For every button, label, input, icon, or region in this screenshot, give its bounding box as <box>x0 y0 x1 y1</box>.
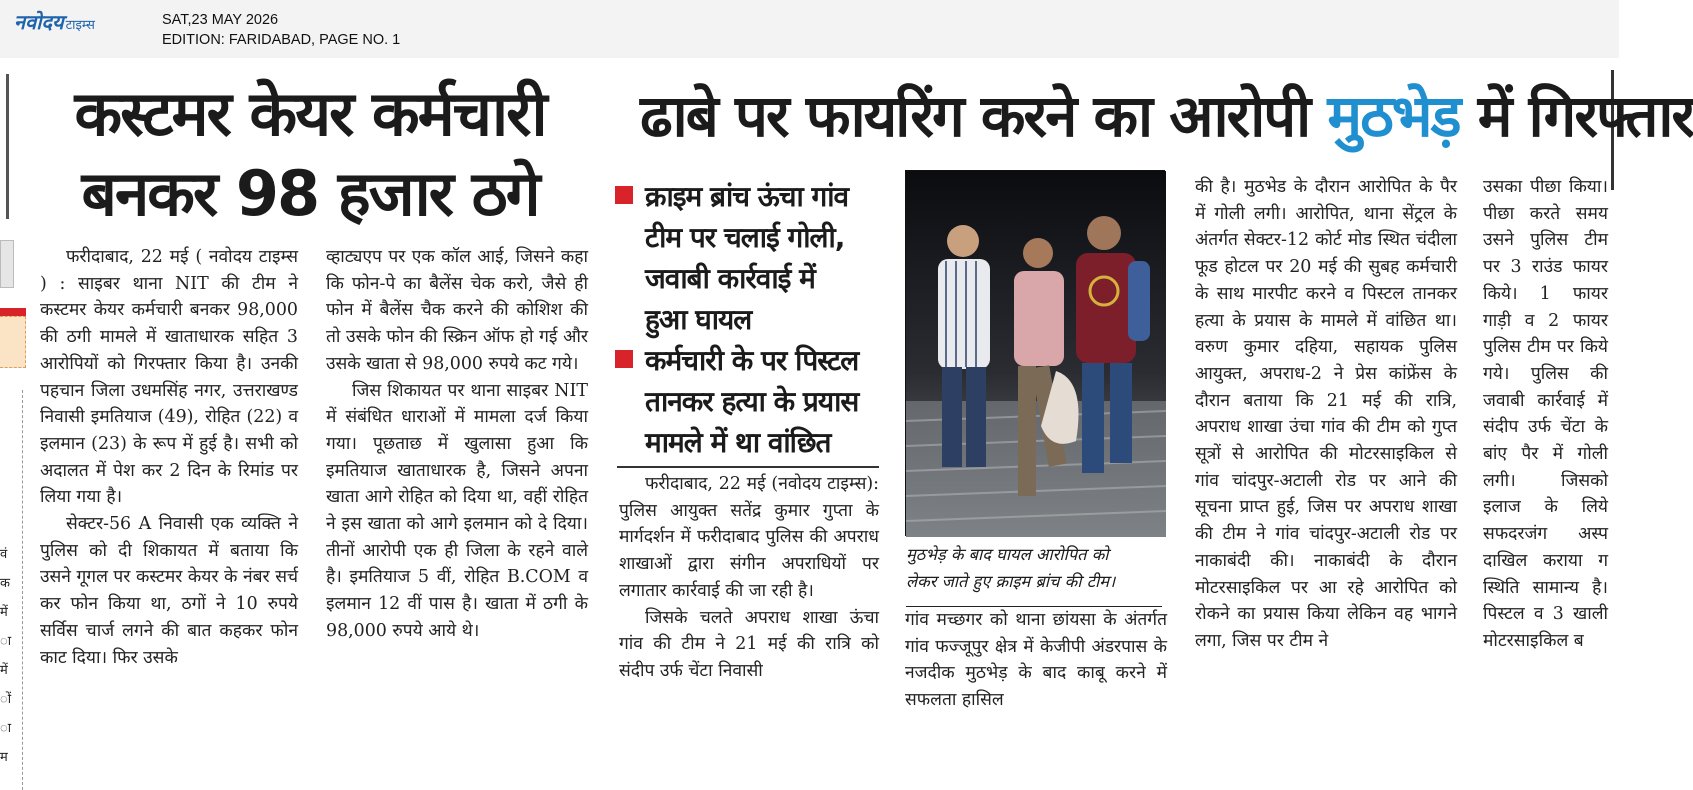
edge-char: म <box>0 750 8 765</box>
edge-char: ों <box>0 692 12 707</box>
page-header-bar <box>0 0 1619 58</box>
edge-peach-box <box>0 316 26 368</box>
red-bullet-icon <box>615 186 633 204</box>
newspaper-logo[interactable] <box>14 8 95 36</box>
logo-sub-text: टाइम्स <box>65 18 95 33</box>
photo-caption-line1: मुठभेड़ के बाद घायल आरोपित को <box>906 545 1109 564</box>
edge-dashed-divider <box>22 390 23 790</box>
story2-paragraph: फरीदाबाद, 22 मई (नवोदय टाइम्स): पुलिस आयुक्त सतेंद्र कुमार गुप्ता के मार्गदर्शन में फरीदाबाद पुलिस की अपराध शाखाओं द्वारा संगीन अपराधियों पर लगातार कार्रवाई की जा रही है। <box>619 474 879 601</box>
story1-paragraph: व्हाट्यएप पर एक कॉल आई, जिसने कहा कि फोन-पे का बैलेंस चेक करो, जैसे ही फोन में बैलेंस चैक करने की कोशिश की तो उसके फोन की स्क्रिन ऑफ हो गई और उसके खाता से 98,000 रुपये कट गये। <box>326 247 588 374</box>
subhead-text: कर्मचारी के पर पिस्टल तानकर हत्या के प्रयास मामले में था वांछित <box>645 344 859 459</box>
story1-headline[interactable] <box>30 74 590 234</box>
edge-red-band <box>0 308 26 316</box>
story1-paragraph: सेक्टर-56 A निवासी एक व्यक्ति ने पुलिस को दी शिकायत में बताया कि उसने गूगल पर कस्टमर केयर के नंबर सर्च कर फोन किया था, ठगों ने 10 रुपये सर्विस चार्ज लगने की बात कहकर फोन काट दिया। फिर उसके <box>40 514 298 668</box>
story2-paragraph: की है। मुठभेड के दौरान आरोपित के पैर में गोली लगी। आरोपित, थाना सेंट्रल के अंतर्गत सेक्टर-12 कोर्ट मोड स्थित चंदीला फूड होटल पर 20 मई की सुबह कर्मचारी के साथ मारपीट करने व पिस्टल तानकर हत्या के प्रयास के मामले में वांछित था। वरुण कुमार दहिया, सहायक पुलिस आयुक्त, अपराध-2 ने प्रेस कांफ्रेंस के दौरान बताया कि 21 मई की रात्रि, अपराध शाखा उंचा गांव की टीम को गुप्त सूत्रों से आरोपित की मोटरसाइकिल से गांव चांदपुर-अटाली रोड पर आने की सूचना प्राप्त हुई, जिस पर अपराध शाखा की टीम ने गांव चांदपुर-अटाली रोड पर नाकाबंदी की। नाकाबंदी के दौरान मोटरसाइकिल पर आ रहे आरोपित को रोकने का प्रयास किया लेकिन वह भागने लगा, जिस पर टीम ने <box>1195 177 1457 651</box>
edition-date: SAT,23 MAY 2026 <box>162 12 279 28</box>
story2-paragraph: जिसके चलते अपराध शाखा ऊंचा गांव की टीम ने 21 मई की रात्रि को संदीप उर्फ चेंटा निवासी <box>619 607 879 681</box>
edge-char: क <box>0 576 10 591</box>
edge-char: ा <box>0 634 12 649</box>
story1-column-2 <box>326 244 588 645</box>
photo-caption-line2: लेकर जाते हुए क्राइम ब्रांच की टीम। <box>906 572 1116 591</box>
photo-caption <box>906 541 1168 595</box>
story2-headline-post: में गिरफ्तार <box>1459 82 1693 150</box>
story2-column-left <box>619 471 879 685</box>
subhead-item <box>615 176 865 340</box>
edge-text-fragments <box>0 540 14 772</box>
red-bullet-icon <box>615 350 633 368</box>
story2-paragraph: गांव मच्छगर को थाना छांयसा के अंतर्गत गांव फज्जूपुर क्षेत्र में केजीपी अंडरपास के नजदीक मुठभेड़ के बाद काबू करने में सफलता हासिल <box>905 610 1167 711</box>
story1-paragraph: फरीदाबाद, 22 मई ( नवोदय टाइम्स ) : साइबर थाना NIT की टीम ने कस्टमर केयर कर्मचारी बनकर 98,000 की ठगी मामले में खाताधारक सहित 3 आरोपियों को गिरफ्तार किया है। उनकी पहचान जिला उधमसिंह नगर, उत्तराखण्ड निवासी इमतियाज (49), रोहित (22) व इलमान (23) के रूप में हुई है। सभी को अदालत में पेश कर 2 दिन के रिमांड पर लिया गया है। <box>40 247 298 508</box>
story2-headline-highlight: मुठभेड़ <box>1327 82 1460 150</box>
story1-headline-line2: बनकर 98 हजार ठगे <box>81 157 539 230</box>
story2-headline[interactable] <box>640 80 1693 152</box>
edition-page: EDITION: FARIDABAD, PAGE NO. 1 <box>162 32 401 48</box>
news-photo[interactable] <box>905 170 1165 536</box>
logo-main-text: नवोदय <box>14 10 64 34</box>
story2-column-right <box>1195 174 1457 655</box>
edge-char: में <box>0 605 8 620</box>
story2-paragraph: उसका पीछा किया। पीछा करते समय उसने पुलिस टीम पर 3 राउंड फायर किये। 1 फायर गाड़ी व 2 फायर पुलिस टीम पर किये गये। पुलिस की जवाबी कार्रवाई में संदीप उर्फ चेंटा के बांए पैर में गोली लगी। जिसको इलाज के लिये सफदरजंग अस्प दाखिल कराया ग स्थिति सामान्य है। पिस्टल व 3 खाली मोटरसाइकिल ब <box>1483 177 1608 651</box>
story2-column-middle <box>905 607 1167 714</box>
edition-info <box>162 10 400 50</box>
edge-char: वं <box>0 547 8 562</box>
subhead-item <box>615 340 865 463</box>
adjacent-article-edge <box>0 70 24 765</box>
edge-rule <box>6 74 9 219</box>
story1-headline-line1: कस्टमर केयर कर्मचारी <box>74 77 546 150</box>
story1-column-1 <box>40 244 298 671</box>
story1-paragraph: जिस शिकायत पर थाना साइबर NIT में संबंधित धाराओं में मामला दर्ज किया गया। पूछताछ में खुलासा हुआ कि इमतियाज खाताधारक है, जिसने अपना खाता आगे रोहित को दिया था, वहीं रोहित ने इस खाता को आगे इलमान को दे दिया। तीनों आरोपी एक ही जिला के रहने वाले है। इमतियाज 5 वीं, रोहित B.COM व इलमान 12 वीं पास है। खाता में ठगी के 98,000 रुपये आये थे। <box>326 380 588 641</box>
story2-column-far-right <box>1483 174 1608 734</box>
news-photo-illustration <box>906 171 1166 537</box>
edge-char: ा <box>0 721 12 736</box>
story2-headline-pre: ढाबे पर फायरिंग करने का आरोपी <box>640 82 1328 150</box>
edge-box <box>0 240 14 288</box>
subhead-text: क्राइम ब्रांच ऊंचा गांव टीम पर चलाई गोली, जवाबी कार्रवाई में हुआ घायल <box>645 180 849 336</box>
story2-subheads <box>615 176 865 463</box>
edge-char: में <box>0 663 8 678</box>
subhead-divider <box>617 466 879 468</box>
